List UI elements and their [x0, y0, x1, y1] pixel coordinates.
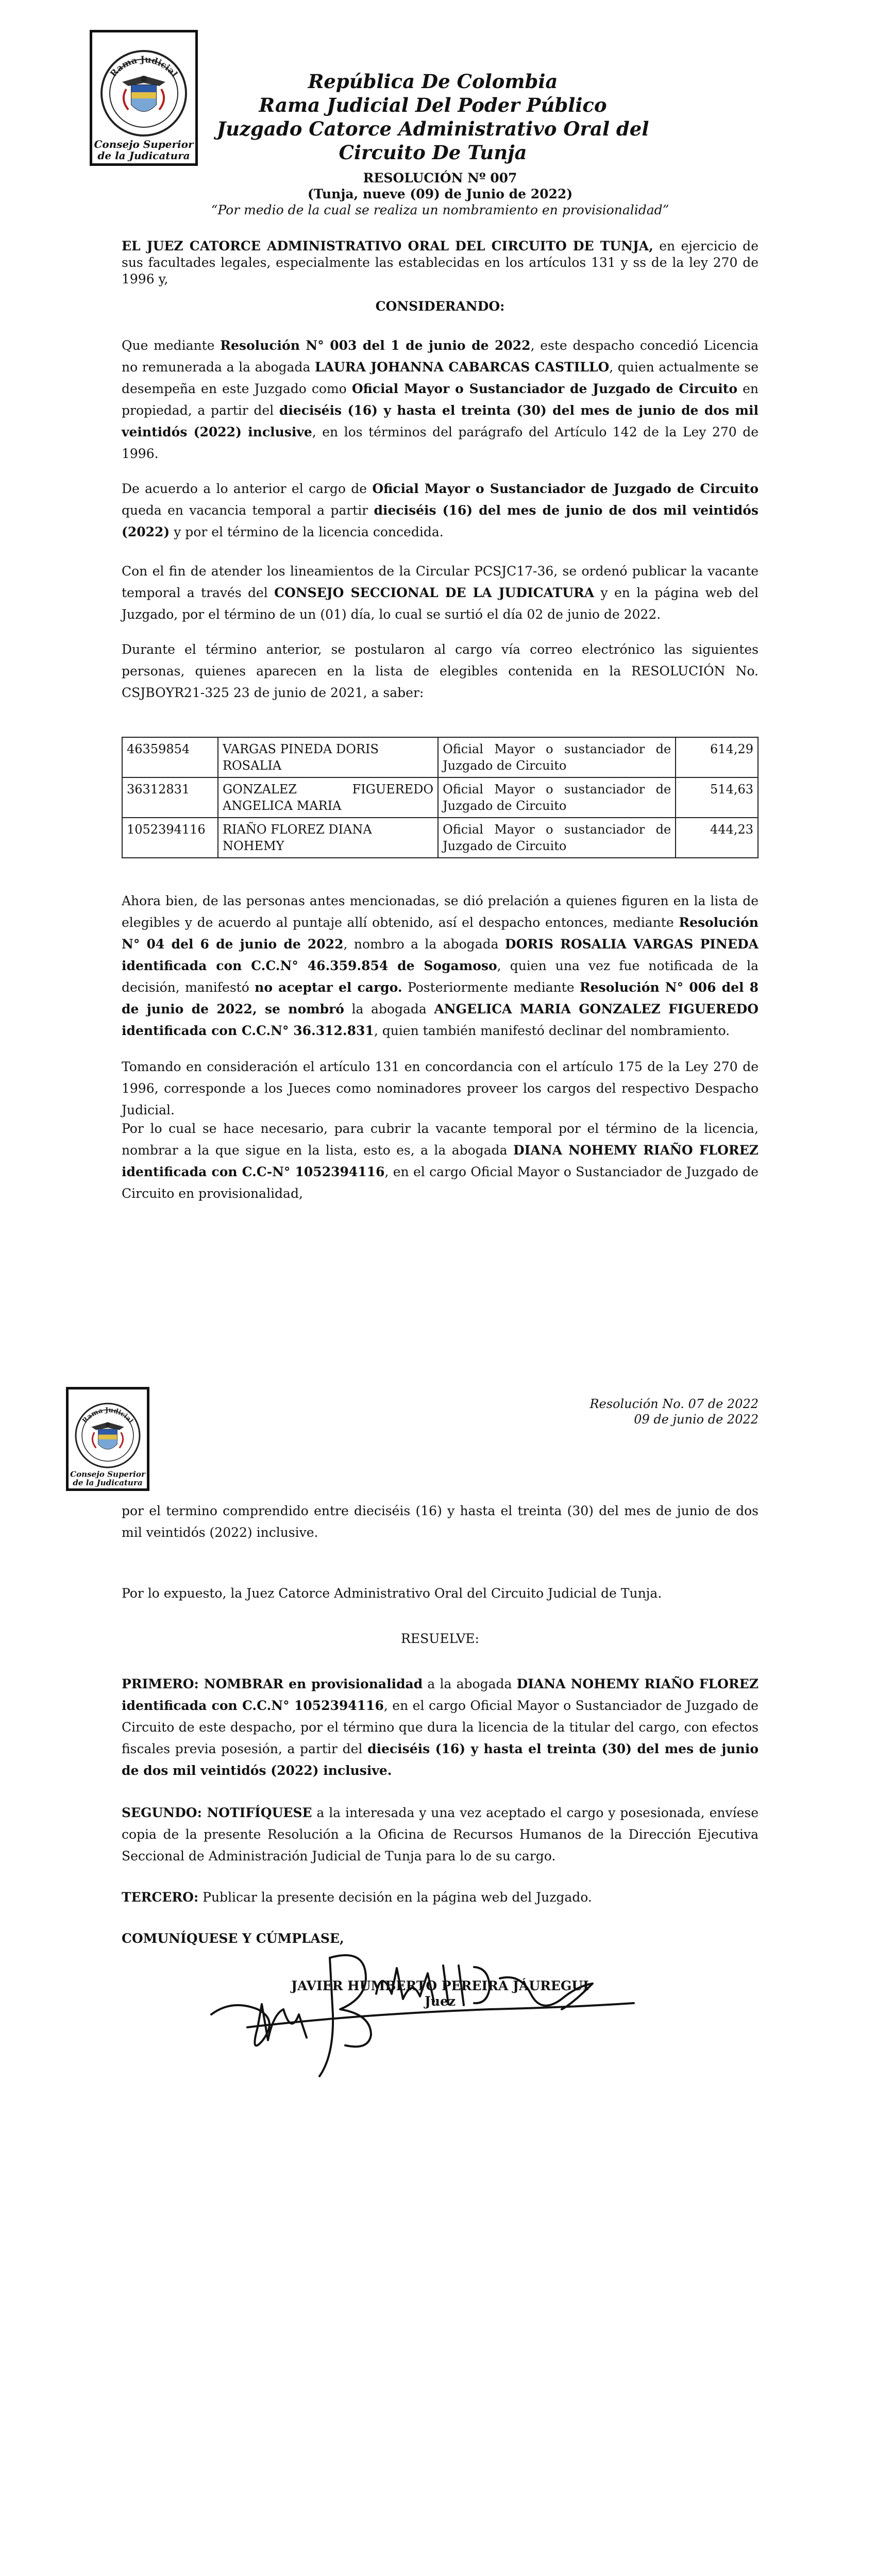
- title-line-2: (Tunja, nueve (09) de Junio de 2022): [307, 187, 573, 201]
- candidates-table: [122, 737, 759, 858]
- paragraph-1: Que mediante Resolución N° 003 del 1 de junio de 2022, este despacho concedió Licencia no remunerada a la abogada LAURA JOHANNA CABARCAS CASTILLO, quien actualmente se desempeña en este Juzgado como Oficial Mayor o Sustanciador de Juzgado de Circuito en propiedad, a partir del dieciséis (16) y hasta el treinta (30) del mes de junio de dos mil veintidós (2022) inclusive, en los términos del parágrafo del Artículo 142 de la Ley 270 de 1996.: [122, 338, 759, 461]
- candidate-score: 614,29: [676, 737, 758, 777]
- article-segundo: SEGUNDO: NOTIFÍQUESE a la interesada y una vez aceptado el cargo y posesionada, envíese copia de la presente Resolución a la Oficina de Recursos Humanos de la Dirección Ejecutiva Seccional de Administración Judicial de Tunja para lo de su cargo.: [122, 1805, 759, 1863]
- handwritten-signature: [201, 1937, 644, 2081]
- resuelve-heading: RESUELVE:: [401, 1631, 479, 1646]
- paragraph-7: Por lo cual se hace necesario, para cubrir la vacante temporal por el término de la licencia, nombrar a la que sigue en la lista, esto es, a la abogada DIANA NOHEMY RIAÑO FLOREZ identificada con C.C-N° 1052394116, en el cargo Oficial Mayor o Sustanciador de Juzgado de Circuito en provisionalidad,: [122, 1121, 759, 1201]
- considerando-heading: CONSIDERANDO:: [375, 299, 505, 314]
- candidate-score: 444,23: [676, 818, 758, 858]
- paragraph-5: Ahora bien, de las personas antes mencionadas, se dió prelación a quienes figuren en la lista de elegibles y de acuerdo al puntaje allí obtenido, así el despacho entonces, mediante Resolución N° 04 del 6 de junio de 2022, nombro a la abogada DORIS ROSALIA VARGAS PINEDA identificada con C.C.N° 46.359.854 de Sogamoso, quien una vez fue notificada de la decisión, manifestó no aceptar el cargo. Posteriormente mediante Resolución N° 006 del 8 de junio de 2022, se nombró la abogada ANGELICA MARIA GONZALEZ FIGUEREDO identificada con C.C.N° 36.312.831, quien también manifestó declinar del nombramiento.: [122, 893, 759, 1038]
- logo-caption-2: de la Judicatura: [97, 149, 190, 162]
- candidate-id: 1052394116: [122, 818, 218, 858]
- table-row: [122, 818, 758, 858]
- article-tercero: TERCERO: Publicar la presente decisión en la página web del Juzgado.: [122, 1890, 592, 1905]
- candidate-name: RIAÑO FLOREZ DIANA NOHEMY: [218, 818, 438, 858]
- closing-line: COMUNÍQUESE Y CÚMPLASE,: [122, 1931, 344, 1946]
- letterhead-text: [206, 70, 660, 164]
- judicatura-logo: [90, 30, 198, 166]
- logo-caption-2: de la Judicatura: [73, 1478, 143, 1487]
- candidate-name: VARGAS PINEDA DORIS ROSALIA: [218, 737, 438, 777]
- candidate-id: 36312831: [122, 777, 218, 818]
- reference-line-2: 09 de junio de 2022: [634, 1412, 759, 1427]
- candidate-cargo: Oficial Mayor o sustanciador de Juzgado de Circuito: [438, 818, 676, 858]
- coat-of-arms-icon: [69, 1389, 147, 1488]
- table-row: [122, 737, 758, 777]
- resolution-title: [122, 170, 759, 218]
- intro-bold: EL JUEZ CATORCE ADMINISTRATIVO ORAL DEL CIRCUITO DE TUNJA,: [122, 239, 653, 253]
- signature-block: [122, 1978, 759, 2009]
- article-primero: PRIMERO: NOMBRAR en provisionalidad a la abogada DIANA NOHEMY RIAÑO FLOREZ identificada con C.C.N° 1052394116, en el cargo Oficial Mayor o Sustanciador de Juzgado de Circuito de este despacho, por el término que dura la licencia de la titular del cargo, con efectos fiscales previa posesión, a partir del dieciséis (16) y hasta el treinta (30) del mes de junio de dos mil veintidós (2022) inclusive.: [122, 1676, 759, 1778]
- title-line-3: “Por medio de la cual se realiza un nombramiento en provisionalidad”: [211, 202, 669, 217]
- intro-paragraph: [122, 238, 759, 287]
- page-2: [0, 1340, 876, 2576]
- candidate-name: GONZALEZ FIGUEREDO ANGELICA MARIA: [218, 777, 438, 818]
- logo-caption-1: Consejo Superior: [94, 138, 194, 150]
- logo-arc-text: Rama Judicial: [108, 54, 180, 79]
- paragraph-4: Durante el término anterior, se postularon al cargo vía correo electrónico las siguientes personas, quienes aparecen en la lista de elegibles contenida en la RESOLUCIÓN No. CSJBOYR21-325 23 de junio de 2021, a saber:: [122, 642, 759, 700]
- letterhead-line-1: República De Colombia: [308, 70, 558, 93]
- page-reference: [589, 1396, 759, 1427]
- table-row: [122, 777, 758, 818]
- letterhead-line-3: Juzgado Catorce Administrativo Oral del Circuito De Tunja: [216, 117, 649, 164]
- paragraph-9: Por lo expuesto, la Juez Catorce Administrativo Oral del Circuito Judicial de Tunja.: [122, 1586, 662, 1601]
- paragraph-8: por el termino comprendido entre dieciséis (16) y hasta el treinta (30) del mes de junio de dos mil veintidós (2022) inclusive.: [122, 1503, 759, 1540]
- reference-line-1: Resolución No. 07 de 2022: [589, 1397, 759, 1411]
- paragraph-2: De acuerdo a lo anterior el cargo de Oficial Mayor o Sustanciador de Juzgado de Circuito queda en vacancia temporal a partir dieciséis (16) del mes de junio de dos mil veintidós (2022) y por el término de la licencia concedida.: [122, 481, 759, 539]
- candidate-cargo: Oficial Mayor o sustanciador de Juzgado de Circuito: [438, 737, 676, 777]
- signer-name: JAVIER HUMBERTO PEREIRA JÁUREGUI: [291, 1978, 589, 1993]
- judicatura-logo-small: [66, 1387, 149, 1491]
- candidate-score: 514,63: [676, 777, 758, 818]
- candidate-cargo: Oficial Mayor o sustanciador de Juzgado de Circuito: [438, 777, 676, 818]
- paragraph-3: Con el fin de atender los lineamientos de la Circular PCSJC17-36, se ordenó publicar la vacante temporal a través del CONSEJO SECCIONAL DE LA JUDICATURA y en la página web del Juzgado, por el término de un (01) día, lo cual se surtió el día 02 de junio de 2022.: [122, 564, 759, 622]
- logo-caption-1: Consejo Superior: [70, 1469, 145, 1479]
- title-line-1: RESOLUCIÓN Nº 007: [363, 171, 517, 185]
- candidate-id: 46359854: [122, 737, 218, 777]
- signer-title: Juez: [424, 1994, 456, 2009]
- coat-of-arms-icon: [92, 32, 195, 163]
- letterhead-line-2: Rama Judicial Del Poder Público: [259, 94, 607, 116]
- logo-arc-text: Rama Judicial: [81, 1406, 134, 1425]
- paragraph-6: Tomando en consideración el artículo 131 en concordancia con el artículo 175 de la Ley 270 de 1996, corresponde a los Jueces como nominadores proveer los cargos del respectivo Despacho Judicial.: [122, 1059, 759, 1117]
- intro-rest: en ejercicio de sus facultades legales, especialmente las establecidas en los artículos 131 y ss de la ley 270 de 1996 y,: [122, 239, 759, 286]
